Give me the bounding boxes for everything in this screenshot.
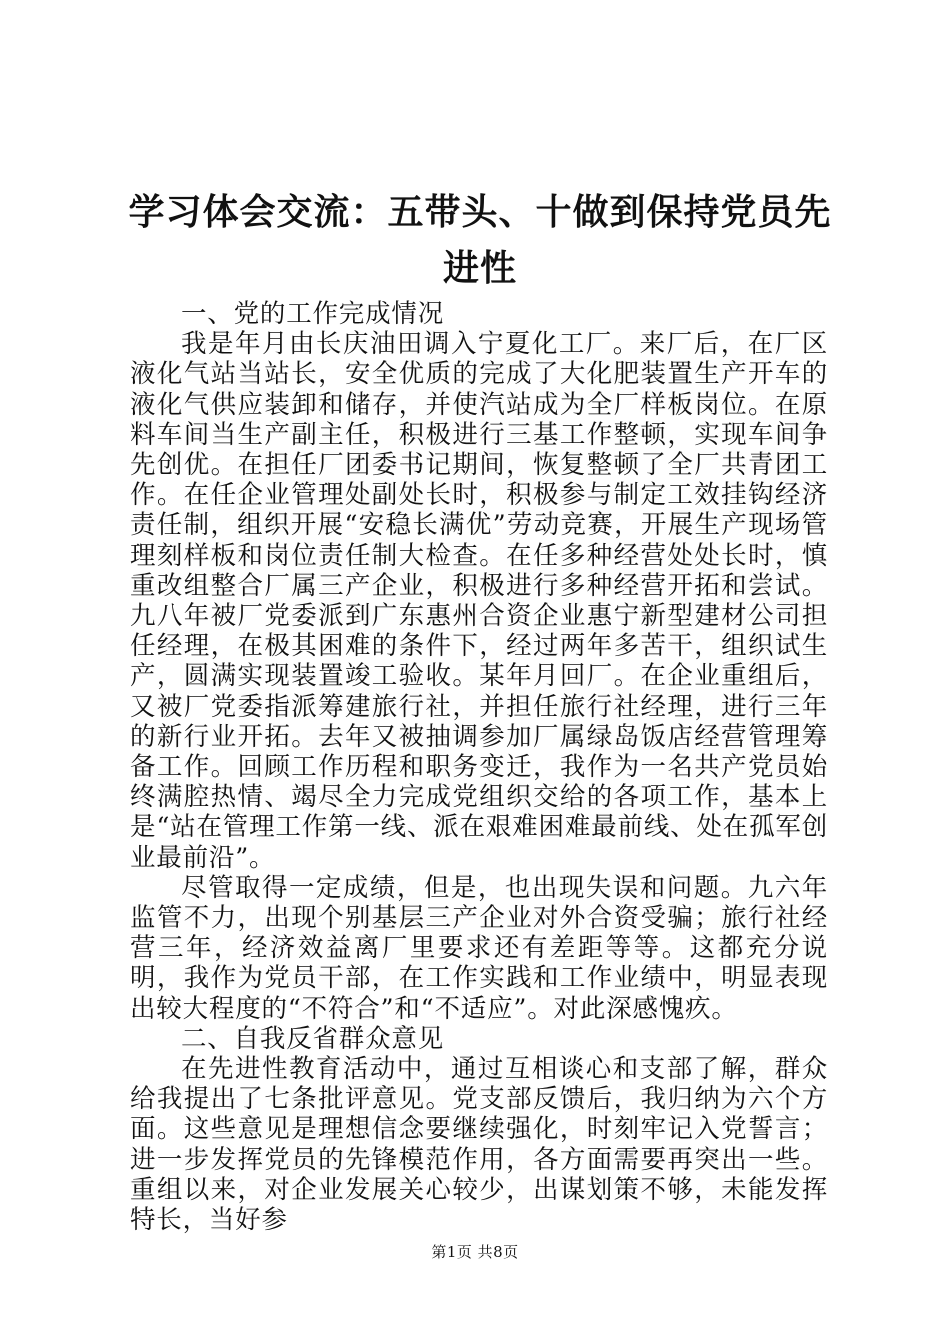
document-title: 学习体会交流：五带头、十做到保持党员先进性 (128, 191, 832, 290)
section-heading-1: 一、党的工作完成情况 (181, 299, 445, 329)
page-number-footer: 第1页 共8页 (431, 1243, 519, 1261)
body-paragraph: 在先进性教育活动中，通过互相谈心和支部了解，群众给我提出了七条批评意见。党支部反馈后，我归纳为六个方面。这些意见是理想信念要继续强化，时刻牢记入党誓言；进一步发挥党员的先锋模范作用，各方面需要再突出一些。重组以来，对企业发展关心较少，出谋划策不够，未能发挥特长，当好参 (130, 1054, 828, 1236)
section-heading-2: 二、自我反省群众意见 (181, 1023, 445, 1054)
document-body (130, 299, 828, 1235)
body-paragraph: 尽管取得一定成绩，但是，也出现失误和问题。九六年监管不力，出现个别基层三产企业对外合资受骗；旅行社经营三年，经济效益离厂里要求还有差距等等。这都充分说明，我作为党员干部，在工作实践和工作业绩中，明显表现出较大程度的“不符合”和“不适应”。对此深感愧疚。 (130, 872, 828, 1024)
body-paragraph: 我是年月由长庆油田调入宁夏化工厂。来厂后，在厂区液化气站当站长，安全优质的完成了大化肥装置生产开车的液化气供应装卸和储存，并使汽站成为全厂样板岗位。在原料车间当生产副主任，积极进行三基工作整顿，实现车间争先创优。在担任厂团委书记期间，恢复整顿了全厂共青团工作。在任企业管理处副处长时，积极参与制定工效挂钩经济责任制，组织开展“安稳长满优”劳动竞赛，开展生产现场管理刻样板和岗位责任制大检查。在任多种经营处处长时，慎重改组整合厂属三产企业，积极进行多种经营开拓和尝试。九八年被厂党委派到广东惠州合资企业惠宁新型建材公司担任经理，在极其困难的条件下，经过两年多苦干，组织试生产，圆满实现装置竣工验收。某年月回厂。在企业重组后，又被厂党委指派筹建旅行社，并担任旅行社经理，进行三年的新行业开拓。去年又被抽调参加厂属绿岛饭店经营管理筹备工作。回顾工作历程和职务变迁，我作为一名共产党员始终满腔热情、竭尽全力完成党组织交给的各项工作，基本上是“站在管理工作第一线、派在艰难困难最前线、处在孤军创业最前沿”。 (130, 329, 828, 873)
